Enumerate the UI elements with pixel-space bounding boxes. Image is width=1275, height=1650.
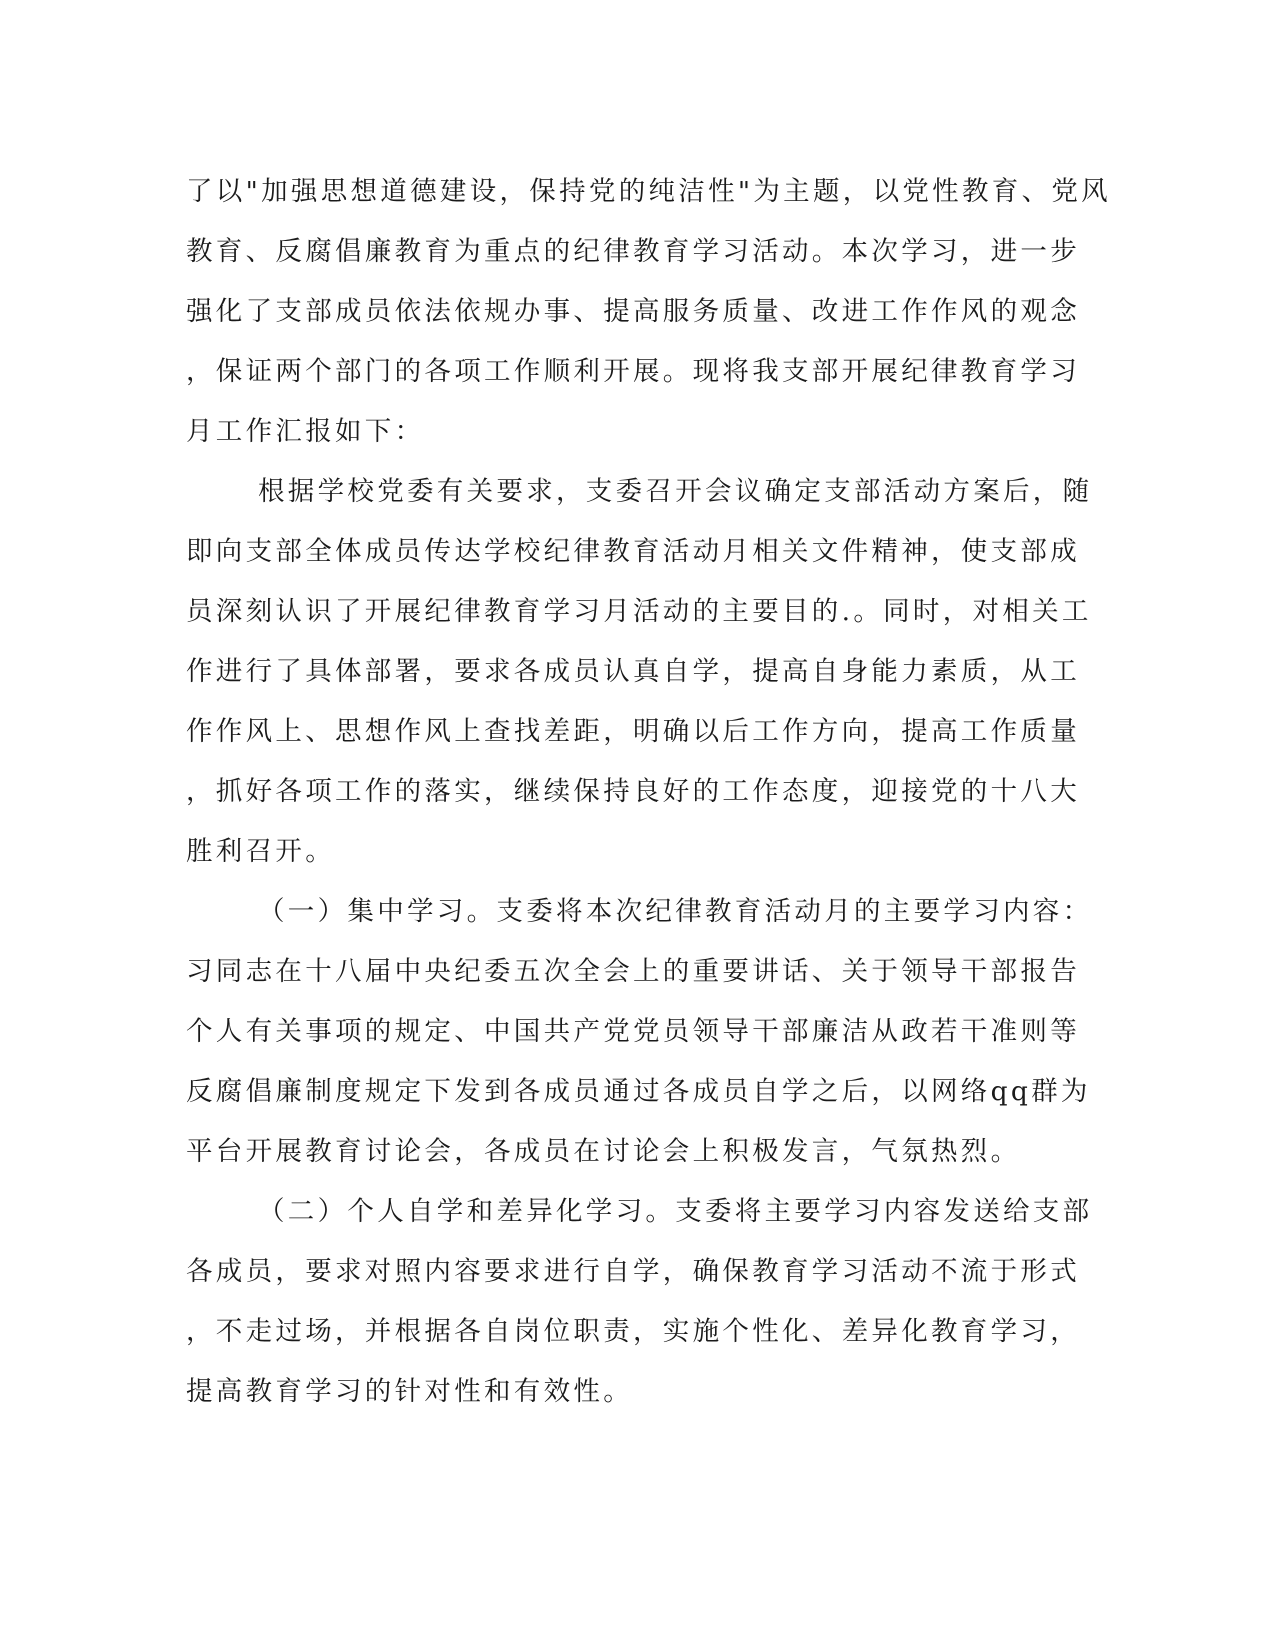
section-heading-line: （一）集中学习。支委将本次纪律教育活动月的主要学习内容： [258,896,1093,927]
text-line: 员深刻认识了开展纪律教育学习月活动的主要目的.。同时，对相关工 [186,596,1092,627]
text-line: 各成员，要求对照内容要求进行自学，确保教育学习活动不流于形式 [186,1256,1080,1287]
text-line: 强化了支部成员依法依规办事、提高服务质量、改进工作作风的观念 [186,296,1080,327]
text-line: 即向支部全体成员传达学校纪律教育活动月相关文件精神，使支部成 [186,536,1080,567]
text-line: 提高教育学习的针对性和有效性。 [186,1376,633,1407]
text-line: 胜利召开。 [186,836,335,867]
text-line: 作作风上、思想作风上查找差距，明确以后工作方向，提高工作质量 [186,716,1080,747]
text-line: 作进行了具体部署，要求各成员认真自学，提高自身能力素质，从工 [186,656,1080,687]
text-line: 平台开展教育讨论会，各成员在讨论会上积极发言，气氛热烈。 [186,1136,1021,1167]
text-line: 了以"加强思想道德建设，保持党的纯洁性"为主题，以党性教育、党风 [186,176,1111,207]
text-line: ，抓好各项工作的落实，继续保持良好的工作态度，迎接党的十八大 [186,776,1080,807]
document-body [186,162,1111,1422]
paragraph-first-line: 根据学校党委有关要求，支委召开会议确定支部活动方案后，随 [258,476,1093,507]
text-line: 月工作汇报如下： [186,416,425,447]
text-line: ，不走过场，并根据各自岗位职责，实施个性化、差异化教育学习， [186,1316,1080,1347]
text-line: 反腐倡廉制度规定下发到各成员通过各成员自学之后，以网络qq群为 [186,1076,1091,1107]
text-line: 个人有关事项的规定、中国共产党党员领导干部廉洁从政若干准则等 [186,1016,1080,1047]
text-line: 习同志在十八届中央纪委五次全会上的重要讲话、关于领导干部报告 [186,956,1080,987]
text-line: 教育、反腐倡廉教育为重点的纪律教育学习活动。本次学习，进一步 [186,236,1080,267]
text-line: ，保证两个部门的各项工作顺利开展。现将我支部开展纪律教育学习 [186,356,1080,387]
section-heading-line: （二）个人自学和差异化学习。支委将主要学习内容发送给支部 [258,1196,1093,1227]
